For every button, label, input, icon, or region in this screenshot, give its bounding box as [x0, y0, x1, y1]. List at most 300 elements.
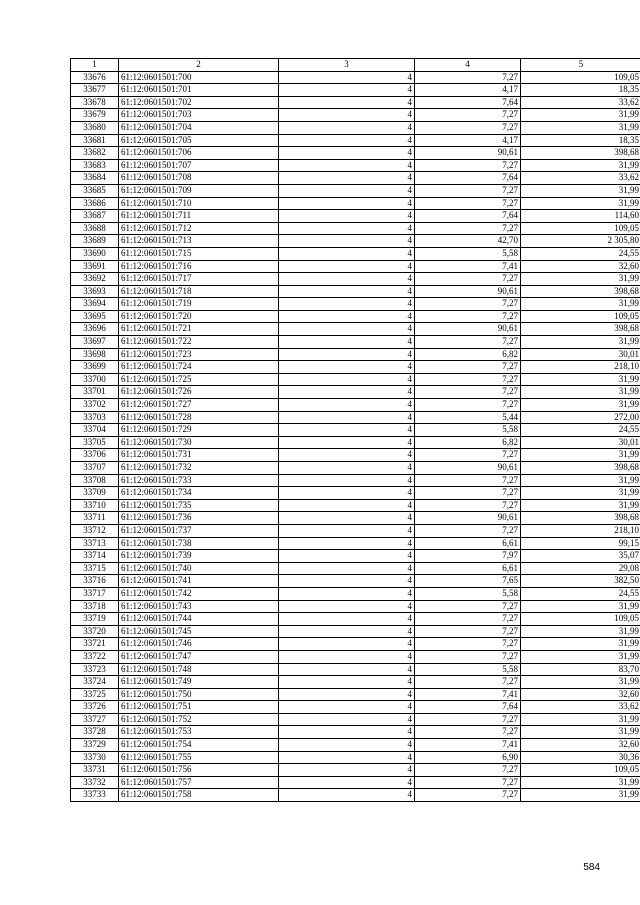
table-cell: 61:12:0601501:720	[119, 310, 279, 323]
table-cell: 31,99	[521, 650, 640, 663]
table-cell: 61:12:0601501:737	[119, 524, 279, 537]
table-cell: 33691	[71, 260, 119, 273]
table-cell: 4	[279, 323, 415, 336]
table-cell: 4	[279, 613, 415, 626]
table-cell: 33715	[71, 562, 119, 575]
table-cell: 7,27	[415, 399, 521, 412]
table-cell: 61:12:0601501:721	[119, 323, 279, 336]
table-cell: 7,27	[415, 159, 521, 172]
table-cell: 61:12:0601501:740	[119, 562, 279, 575]
table-row	[71, 84, 640, 97]
table-cell: 4	[279, 638, 415, 651]
table-cell: 33728	[71, 726, 119, 739]
table-cell: 4	[279, 386, 415, 399]
table-row	[71, 147, 640, 160]
table-row	[71, 613, 640, 626]
table-cell: 5,58	[415, 587, 521, 600]
table-cell: 33700	[71, 373, 119, 386]
table-cell: 33695	[71, 310, 119, 323]
table-cell: 4	[279, 96, 415, 109]
table-row	[71, 676, 640, 689]
table-cell: 61:12:0601501:731	[119, 449, 279, 462]
table-row	[71, 575, 640, 588]
table-cell: 4	[279, 524, 415, 537]
table-cell: 61:12:0601501:752	[119, 713, 279, 726]
table-row	[71, 600, 640, 613]
table-cell: 109,05	[521, 613, 640, 626]
table-cell: 33693	[71, 285, 119, 298]
table-row	[71, 650, 640, 663]
table-cell: 4	[279, 512, 415, 525]
table-cell: 61:12:0601501:707	[119, 159, 279, 172]
table-cell: 272,00	[521, 411, 640, 424]
table-cell: 33694	[71, 298, 119, 311]
table-cell: 99,15	[521, 537, 640, 550]
table-cell: 61:12:0601501:734	[119, 487, 279, 500]
table-row	[71, 184, 640, 197]
table-cell: 33729	[71, 739, 119, 752]
table-row	[71, 487, 640, 500]
table-cell: 31,99	[521, 121, 640, 134]
table-cell: 31,99	[521, 373, 640, 386]
table-cell: 4	[279, 336, 415, 349]
table-cell: 90,61	[415, 285, 521, 298]
table-cell: 4	[279, 776, 415, 789]
table-cell: 7,27	[415, 726, 521, 739]
table-cell: 90,61	[415, 462, 521, 475]
table-cell: 61:12:0601501:723	[119, 348, 279, 361]
table-row	[71, 96, 640, 109]
table-cell: 33,62	[521, 701, 640, 714]
table-row	[71, 562, 640, 575]
table-row	[71, 348, 640, 361]
table-cell: 61:12:0601501:729	[119, 424, 279, 437]
table-cell: 7,27	[415, 638, 521, 651]
table-cell: 4	[279, 222, 415, 235]
table-cell: 61:12:0601501:730	[119, 436, 279, 449]
table-cell: 398,68	[521, 147, 640, 160]
table-cell: 4	[279, 562, 415, 575]
table-cell: 31,99	[521, 789, 640, 802]
table-cell: 33684	[71, 172, 119, 185]
table-cell: 7,27	[415, 625, 521, 638]
table-cell: 31,99	[521, 487, 640, 500]
table-cell: 4	[279, 676, 415, 689]
table-cell: 61:12:0601501:758	[119, 789, 279, 802]
table-row	[71, 512, 640, 525]
table-cell: 7,97	[415, 550, 521, 563]
table-cell: 90,61	[415, 323, 521, 336]
table-cell: 7,27	[415, 764, 521, 777]
table-row	[71, 159, 640, 172]
table-cell: 6,82	[415, 436, 521, 449]
table-row	[71, 336, 640, 349]
table-row	[71, 524, 640, 537]
table-cell: 4,17	[415, 84, 521, 97]
table-cell: 61:12:0601501:757	[119, 776, 279, 789]
table-row	[71, 323, 640, 336]
table-cell: 33721	[71, 638, 119, 651]
table-cell: 32,60	[521, 739, 640, 752]
table-cell: 61:12:0601501:748	[119, 663, 279, 676]
table-row	[71, 550, 640, 563]
table-cell: 61:12:0601501:701	[119, 84, 279, 97]
table-cell: 7,27	[415, 336, 521, 349]
table-cell: 4	[279, 71, 415, 84]
table-cell: 31,99	[521, 449, 640, 462]
table-cell: 6,90	[415, 751, 521, 764]
table-cell: 2 305,80	[521, 235, 640, 248]
table-cell: 4	[279, 147, 415, 160]
table-row	[71, 424, 640, 437]
table-row	[71, 134, 640, 147]
table-cell: 33681	[71, 134, 119, 147]
table-cell: 4	[279, 600, 415, 613]
table-cell: 109,05	[521, 310, 640, 323]
table-cell: 7,41	[415, 260, 521, 273]
table-cell: 33683	[71, 159, 119, 172]
table-cell: 33714	[71, 550, 119, 563]
table-cell: 4	[279, 310, 415, 323]
table-row	[71, 739, 640, 752]
table-cell: 398,68	[521, 512, 640, 525]
table-cell: 4	[279, 235, 415, 248]
table-cell: 61:12:0601501:710	[119, 197, 279, 210]
table-cell: 33709	[71, 487, 119, 500]
table-cell: 7,27	[415, 310, 521, 323]
table-cell: 33690	[71, 247, 119, 260]
table-cell: 33713	[71, 537, 119, 550]
table-cell: 61:12:0601501:747	[119, 650, 279, 663]
table-cell: 4	[279, 449, 415, 462]
table-cell: 61:12:0601501:704	[119, 121, 279, 134]
data-table-container	[70, 58, 639, 802]
table-cell: 33698	[71, 348, 119, 361]
table-cell: 4	[279, 273, 415, 286]
table-cell: 4	[279, 399, 415, 412]
table-cell: 7,27	[415, 789, 521, 802]
table-cell: 33725	[71, 688, 119, 701]
table-row	[71, 298, 640, 311]
table-row	[71, 625, 640, 638]
table-cell: 61:12:0601501:749	[119, 676, 279, 689]
table-cell: 61:12:0601501:738	[119, 537, 279, 550]
table-cell: 33731	[71, 764, 119, 777]
table-cell: 33682	[71, 147, 119, 160]
table-cell: 4	[279, 260, 415, 273]
table-cell: 61:12:0601501:705	[119, 134, 279, 147]
table-cell: 7,27	[415, 184, 521, 197]
table-cell: 31,99	[521, 159, 640, 172]
table-cell: 61:12:0601501:755	[119, 751, 279, 764]
table-cell: 24,55	[521, 247, 640, 260]
table-cell: 4	[279, 701, 415, 714]
table-cell: 7,27	[415, 676, 521, 689]
table-cell: 33703	[71, 411, 119, 424]
table-cell: 7,27	[415, 373, 521, 386]
table-cell: 4	[279, 84, 415, 97]
table-cell: 31,99	[521, 726, 640, 739]
table-row	[71, 663, 640, 676]
table-cell: 7,27	[415, 600, 521, 613]
table-cell: 7,65	[415, 575, 521, 588]
table-cell: 33689	[71, 235, 119, 248]
table-cell: 33,62	[521, 172, 640, 185]
table-cell: 31,99	[521, 600, 640, 613]
table-cell: 24,55	[521, 587, 640, 600]
table-cell: 109,05	[521, 71, 640, 84]
table-cell: 7,27	[415, 197, 521, 210]
table-cell: 31,99	[521, 676, 640, 689]
table-cell: 31,99	[521, 197, 640, 210]
table-cell: 61:12:0601501:719	[119, 298, 279, 311]
column-header: 5	[521, 59, 640, 72]
table-row	[71, 222, 640, 235]
table-row	[71, 751, 640, 764]
table-cell: 31,99	[521, 776, 640, 789]
table-row	[71, 789, 640, 802]
table-cell: 7,64	[415, 701, 521, 714]
table-cell: 7,27	[415, 776, 521, 789]
table-row	[71, 474, 640, 487]
table-cell: 4	[279, 210, 415, 223]
table-row	[71, 537, 640, 550]
table-cell: 4	[279, 285, 415, 298]
table-cell: 33677	[71, 84, 119, 97]
table-cell: 33727	[71, 713, 119, 726]
table-cell: 31,99	[521, 386, 640, 399]
table-cell: 4	[279, 184, 415, 197]
table-cell: 7,64	[415, 96, 521, 109]
table-cell: 61:12:0601501:711	[119, 210, 279, 223]
table-cell: 4	[279, 650, 415, 663]
table-cell: 33688	[71, 222, 119, 235]
table-cell: 61:12:0601501:735	[119, 499, 279, 512]
table-row	[71, 172, 640, 185]
table-cell: 61:12:0601501:706	[119, 147, 279, 160]
table-cell: 31,99	[521, 625, 640, 638]
table-cell: 382,50	[521, 575, 640, 588]
table-cell: 4	[279, 424, 415, 437]
table-cell: 4	[279, 121, 415, 134]
table-cell: 31,99	[521, 109, 640, 122]
table-cell: 61:12:0601501:751	[119, 701, 279, 714]
table-row	[71, 373, 640, 386]
table-cell: 33707	[71, 462, 119, 475]
table-cell: 61:12:0601501:713	[119, 235, 279, 248]
column-header: 1	[71, 59, 119, 72]
table-cell: 61:12:0601501:726	[119, 386, 279, 399]
table-row	[71, 109, 640, 122]
table-row	[71, 764, 640, 777]
table-cell: 33720	[71, 625, 119, 638]
table-cell: 31,99	[521, 298, 640, 311]
table-cell: 61:12:0601501:753	[119, 726, 279, 739]
header-row	[71, 59, 640, 72]
table-cell: 7,64	[415, 172, 521, 185]
table-cell: 33717	[71, 587, 119, 600]
table-row	[71, 235, 640, 248]
table-row	[71, 310, 640, 323]
table-cell: 6,61	[415, 562, 521, 575]
table-row	[71, 260, 640, 273]
table-row	[71, 436, 640, 449]
table-cell: 4	[279, 462, 415, 475]
table-row	[71, 449, 640, 462]
table-cell: 4	[279, 197, 415, 210]
table-cell: 5,58	[415, 424, 521, 437]
table-cell: 32,60	[521, 688, 640, 701]
cadastral-table	[70, 58, 640, 802]
table-cell: 61:12:0601501:742	[119, 587, 279, 600]
table-cell: 90,61	[415, 512, 521, 525]
table-cell: 33679	[71, 109, 119, 122]
table-cell: 7,27	[415, 524, 521, 537]
table-cell: 4	[279, 587, 415, 600]
table-row	[71, 701, 640, 714]
table-cell: 7,64	[415, 210, 521, 223]
table-cell: 61:12:0601501:750	[119, 688, 279, 701]
table-cell: 7,27	[415, 71, 521, 84]
table-cell: 6,82	[415, 348, 521, 361]
table-cell: 7,27	[415, 109, 521, 122]
table-cell: 61:12:0601501:716	[119, 260, 279, 273]
table-cell: 33,62	[521, 96, 640, 109]
table-cell: 5,44	[415, 411, 521, 424]
table-cell: 7,27	[415, 222, 521, 235]
table-cell: 31,99	[521, 399, 640, 412]
column-header: 3	[279, 59, 415, 72]
table-cell: 7,27	[415, 121, 521, 134]
table-row	[71, 210, 640, 223]
table-cell: 33732	[71, 776, 119, 789]
table-cell: 33705	[71, 436, 119, 449]
table-row	[71, 499, 640, 512]
table-cell: 4	[279, 789, 415, 802]
page-number: 584	[583, 862, 600, 873]
table-cell: 33733	[71, 789, 119, 802]
table-cell: 35,07	[521, 550, 640, 563]
table-cell: 33699	[71, 361, 119, 374]
table-row	[71, 726, 640, 739]
table-cell: 33724	[71, 676, 119, 689]
table-cell: 7,27	[415, 499, 521, 512]
table-row	[71, 386, 640, 399]
table-row	[71, 121, 640, 134]
table-cell: 30,36	[521, 751, 640, 764]
table-cell: 4	[279, 713, 415, 726]
table-cell: 61:12:0601501:718	[119, 285, 279, 298]
table-cell: 61:12:0601501:702	[119, 96, 279, 109]
table-cell: 4	[279, 411, 415, 424]
table-row	[71, 713, 640, 726]
table-cell: 398,68	[521, 323, 640, 336]
table-row	[71, 688, 640, 701]
table-cell: 33719	[71, 613, 119, 626]
table-cell: 33696	[71, 323, 119, 336]
table-cell: 4	[279, 739, 415, 752]
table-cell: 33687	[71, 210, 119, 223]
table-cell: 7,27	[415, 474, 521, 487]
table-cell: 7,27	[415, 298, 521, 311]
table-row	[71, 361, 640, 374]
table-cell: 218,10	[521, 361, 640, 374]
table-cell: 114,60	[521, 210, 640, 223]
table-cell: 61:12:0601501:724	[119, 361, 279, 374]
table-cell: 4	[279, 764, 415, 777]
table-cell: 61:12:0601501:746	[119, 638, 279, 651]
table-cell: 7,27	[415, 713, 521, 726]
table-cell: 33702	[71, 399, 119, 412]
table-cell: 4	[279, 663, 415, 676]
table-cell: 33704	[71, 424, 119, 437]
table-cell: 33722	[71, 650, 119, 663]
table-cell: 4	[279, 575, 415, 588]
table-cell: 61:12:0601501:741	[119, 575, 279, 588]
table-cell: 7,27	[415, 487, 521, 500]
table-cell: 7,27	[415, 650, 521, 663]
table-cell: 7,41	[415, 688, 521, 701]
table-row	[71, 411, 640, 424]
table-cell: 61:12:0601501:727	[119, 399, 279, 412]
table-cell: 4	[279, 159, 415, 172]
table-cell: 4	[279, 751, 415, 764]
table-cell: 4	[279, 499, 415, 512]
table-cell: 42,70	[415, 235, 521, 248]
table-cell: 4	[279, 537, 415, 550]
table-cell: 4	[279, 247, 415, 260]
table-cell: 7,27	[415, 361, 521, 374]
table-cell: 33676	[71, 71, 119, 84]
table-cell: 33680	[71, 121, 119, 134]
table-cell: 61:12:0601501:756	[119, 764, 279, 777]
table-cell: 61:12:0601501:725	[119, 373, 279, 386]
table-cell: 33697	[71, 336, 119, 349]
table-cell: 5,58	[415, 247, 521, 260]
table-header	[71, 59, 640, 72]
table-cell: 61:12:0601501:732	[119, 462, 279, 475]
table-cell: 4	[279, 474, 415, 487]
table-cell: 33711	[71, 512, 119, 525]
table-cell: 61:12:0601501:709	[119, 184, 279, 197]
table-cell: 61:12:0601501:745	[119, 625, 279, 638]
table-cell: 61:12:0601501:703	[119, 109, 279, 122]
table-cell: 398,68	[521, 285, 640, 298]
table-cell: 33692	[71, 273, 119, 286]
table-row	[71, 273, 640, 286]
table-row	[71, 285, 640, 298]
table-row	[71, 776, 640, 789]
table-body	[71, 71, 640, 801]
table-cell: 18,35	[521, 134, 640, 147]
table-cell: 4	[279, 361, 415, 374]
table-cell: 31,99	[521, 273, 640, 286]
table-cell: 61:12:0601501:728	[119, 411, 279, 424]
table-cell: 61:12:0601501:743	[119, 600, 279, 613]
table-cell: 61:12:0601501:736	[119, 512, 279, 525]
table-cell: 31,99	[521, 713, 640, 726]
table-cell: 61:12:0601501:722	[119, 336, 279, 349]
table-cell: 61:12:0601501:739	[119, 550, 279, 563]
table-cell: 61:12:0601501:754	[119, 739, 279, 752]
column-header: 2	[119, 59, 279, 72]
table-cell: 33686	[71, 197, 119, 210]
table-cell: 32,60	[521, 260, 640, 273]
table-cell: 61:12:0601501:717	[119, 273, 279, 286]
table-cell: 31,99	[521, 184, 640, 197]
table-cell: 31,99	[521, 474, 640, 487]
table-cell: 7,27	[415, 613, 521, 626]
